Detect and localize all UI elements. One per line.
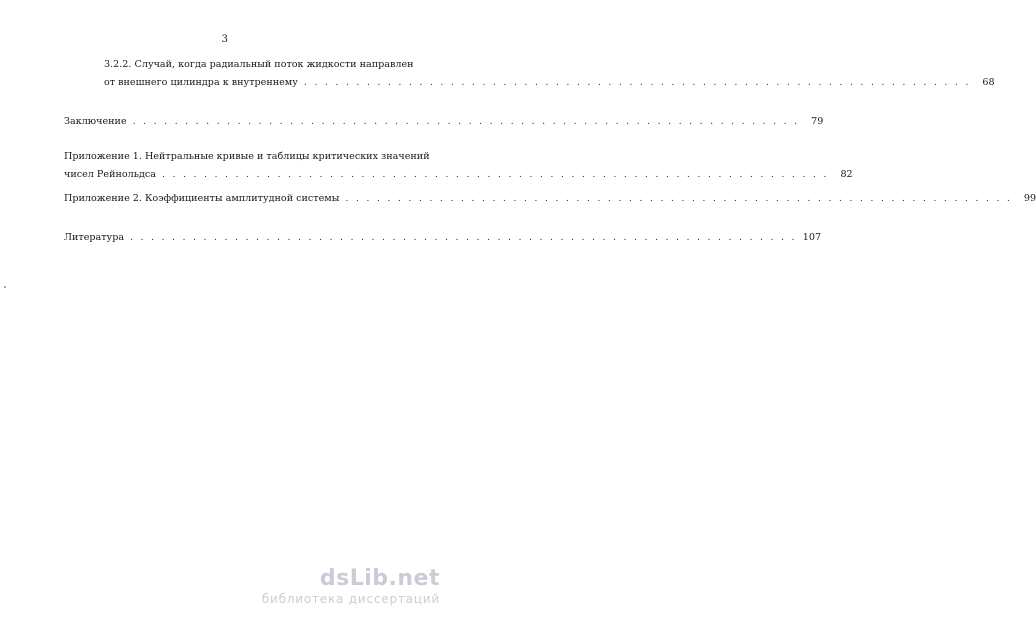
- toc-entry-line: [64, 166, 853, 184]
- leader-dots: . . . . . . . . . . . . . . . . . . . . . . . . . . . . . . . . . . . . . . . . . . . . . . . . . . . . . . . . . . . . . . . .: [303, 77, 971, 88]
- toc-page-number: 99: [1023, 193, 1036, 204]
- leader-dots: . . . . . . . . . . . . . . . . . . . . . . . . . . . . . . . . . . . . . . . . . . . . . . . . . . . . . . . . . . . . . . . .: [345, 193, 1013, 204]
- page-number: 3: [221, 34, 229, 45]
- toc-entry-title-continued: чисел Рейнольдса: [64, 169, 156, 180]
- toc-entry-title: Приложение 2. Коэффициенты амплитудной системы: [64, 193, 340, 204]
- toc-page-number: 82: [840, 169, 853, 180]
- toc-entry-title: Заключение: [64, 116, 127, 127]
- toc-entry-title-continued: от внешнего цилиндра к внутреннему: [104, 77, 298, 88]
- toc-entry-line: [64, 190, 1036, 208]
- leader-dots: . . . . . . . . . . . . . . . . . . . . . . . . . . . . . . . . . . . . . . . . . . . . . . . . . . . . . . . . . . . . . . . .: [130, 232, 797, 243]
- toc-entry-3-2-2[interactable]: [104, 56, 995, 92]
- toc-entry-line: [64, 148, 430, 166]
- toc-entry-line: [104, 56, 414, 74]
- toc-entry-line: [64, 113, 824, 131]
- scan-speck: [4, 286, 6, 288]
- toc-entry-line: [104, 74, 995, 92]
- leader-dots: . . . . . . . . . . . . . . . . . . . . . . . . . . . . . . . . . . . . . . . . . . . . . . . . . . . . . . . . . . . . . . . .: [161, 169, 829, 180]
- toc-entry-conclusion[interactable]: [64, 113, 824, 131]
- toc-page-number: 107: [802, 232, 822, 243]
- watermark-logo: dsLib.net: [319, 566, 440, 591]
- toc-entry-title: 3.2.2. Случай, когда радиальный поток жидкости направлен: [104, 59, 414, 70]
- toc-entry-appendix-1[interactable]: [64, 148, 853, 184]
- watermark: [262, 567, 440, 607]
- toc-entry-line: [64, 229, 822, 247]
- toc-page-number: 68: [982, 77, 995, 88]
- toc-page-number: 79: [811, 116, 824, 127]
- toc-entry-title: Литература: [64, 232, 125, 243]
- leader-dots: . . . . . . . . . . . . . . . . . . . . . . . . . . . . . . . . . . . . . . . . . . . . . . . . . . . . . . . . . . . . . . . .: [132, 116, 800, 127]
- toc-entry-title: Приложение 1. Нейтральные кривые и таблицы критических значений: [64, 151, 430, 162]
- toc-entry-literature[interactable]: [64, 229, 822, 247]
- toc-entry-appendix-2[interactable]: [64, 190, 1036, 208]
- watermark-subtitle: библиотека диссертаций: [261, 592, 440, 606]
